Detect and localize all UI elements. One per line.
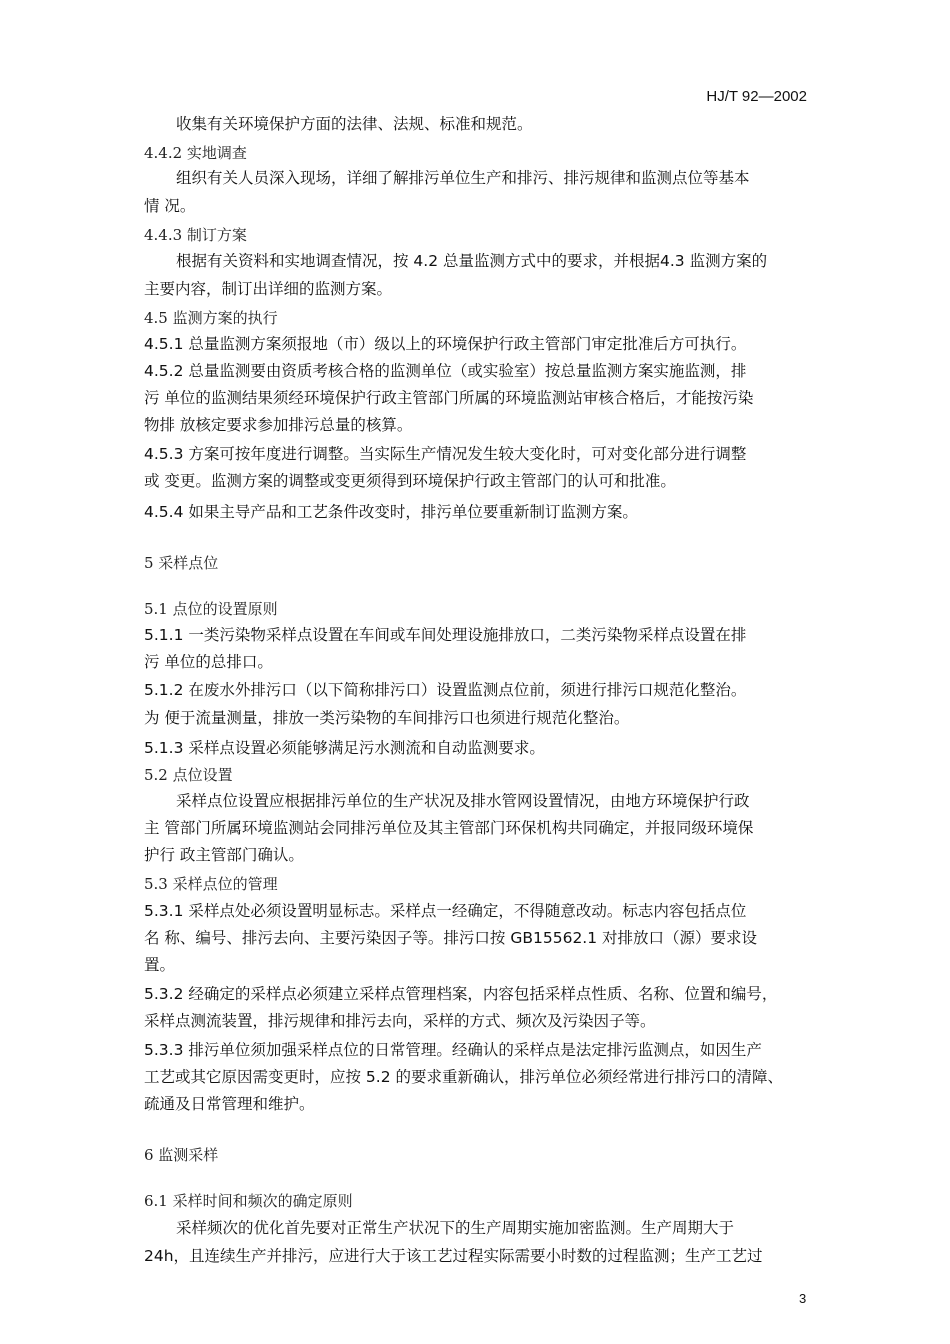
text-line: 24h，且连续生产并排污，应进行大于该工艺过程实际需要小时数的过程监测；生产工艺过 xyxy=(144,1247,763,1265)
text-line: 污 单位的总排口。 xyxy=(144,653,273,671)
text-line: 5.1.2 在废水外排污口（以下简称排污口）设置监测点位前，须进行排污口规范化整治。 xyxy=(144,681,747,699)
text-line: 5.3.2 经确定的采样点必须建立采样点管理档案，内容包括采样点性质、名称、位置和编号， xyxy=(144,985,778,1003)
text-line: 4.5.3 方案可按年度进行调整。当实际生产情况发生较大变化时，可对变化部分进行调整 xyxy=(144,445,747,463)
text-line: 组织有关人员深入现场，详细了解排污单位生产和排污、排污规律和监测点位等基本 xyxy=(176,169,750,187)
text-line: 情 况。 xyxy=(144,197,196,215)
section-heading: 5 采样点位 xyxy=(144,554,219,572)
text-line: 5.3.3 排污单位须加强采样点位的日常管理。经确认的采样点是法定排污监测点，如因生产 xyxy=(144,1041,762,1059)
text-line: 工艺或其它原因需变更时，应按 5.2 的要求重新确认，排污单位必须经常进行排污口的清障、 xyxy=(144,1068,784,1086)
section-heading: 6.1 采样时间和频次的确定原则 xyxy=(144,1192,353,1210)
text-line: 或 变更。监测方案的调整或变更须得到环境保护行政主管部门的认可和批准。 xyxy=(144,472,676,490)
text-line: 5.3.1 采样点处必须设置明显标志。采样点一经确定，不得随意改动。标志内容包括点位 xyxy=(144,902,747,920)
text-line: 污 单位的监测结果须经环境保护行政主管部门所属的环境监测站审核合格后，才能按污染 xyxy=(144,389,754,407)
section-heading: 4.4.3 制订方案 xyxy=(144,226,247,244)
section-heading: 5.1 点位的设置原则 xyxy=(144,600,278,618)
section-heading: 4.4.2 实地调查 xyxy=(144,144,247,162)
text-line: 主要内容，制订出详细的监测方案。 xyxy=(144,280,393,298)
text-line: 置。 xyxy=(144,956,176,974)
section-heading: 6 监测采样 xyxy=(144,1146,219,1164)
text-line: 采样频次的优化首先要对正常生产状况下的生产周期实施加密监测。生产周期大于 xyxy=(176,1219,735,1237)
text-line: 4.5.2 总量监测要由资质考核合格的监测单位（或实验室）按总量监测方案实施监测，排 xyxy=(144,362,747,380)
section-heading: 5.3 采样点位的管理 xyxy=(144,875,278,893)
section-heading: 4.5 监测方案的执行 xyxy=(144,309,278,327)
text-line: 名 称、编号、排污去向、主要污染因子等。排污口按 GB15562.1 对排放口（源）要求设 xyxy=(144,929,758,947)
text-line: 采样点位设置应根据排污单位的生产状况及排水管网设置情况，由地方环境保护行政 xyxy=(176,792,750,810)
text-line: 采样点测流装置，排污规律和排污去向，采样的方式、频次及污染因子等。 xyxy=(144,1012,656,1030)
text-line: 5.1.1 一类污染物采样点设置在车间或车间处理设施排放口，二类污染物采样点设置在排 xyxy=(144,626,747,644)
text-line: 4.5.4 如果主导产品和工艺条件改变时，排污单位要重新制订监测方案。 xyxy=(144,503,638,521)
text-line: 收集有关环境保护方面的法律、法规、标准和规范。 xyxy=(176,115,533,133)
text-line: 疏通及日常管理和维护。 xyxy=(144,1095,315,1113)
text-line: 5.1.3 采样点设置必须能够满足污水测流和自动监测要求。 xyxy=(144,739,545,757)
text-line: 4.5.1 总量监测方案须报地（市）级以上的环境保护行政主管部门审定批准后方可执行。 xyxy=(144,335,747,353)
page-number: 3 xyxy=(799,1291,807,1306)
text-line: 主 管部门所属环境监测站会同排污单位及其主管部门环保机构共同确定，并报同级环境保 xyxy=(144,819,754,837)
text-line: 根据有关资料和实地调查情况，按 4.2 总量监测方式中的要求，并根据4.3 监测方案的 xyxy=(176,252,768,270)
text-line: 物排 放核定要求参加排污总量的核算。 xyxy=(144,416,413,434)
text-line: 为 便于流量测量，排放一类污染物的车间排污口也须进行规范化整治。 xyxy=(144,709,630,727)
section-heading: 5.2 点位设置 xyxy=(144,766,233,784)
document-code: HJ/T 92—2002 xyxy=(706,88,807,105)
text-line: 护行 政主管部门确认。 xyxy=(144,846,304,864)
